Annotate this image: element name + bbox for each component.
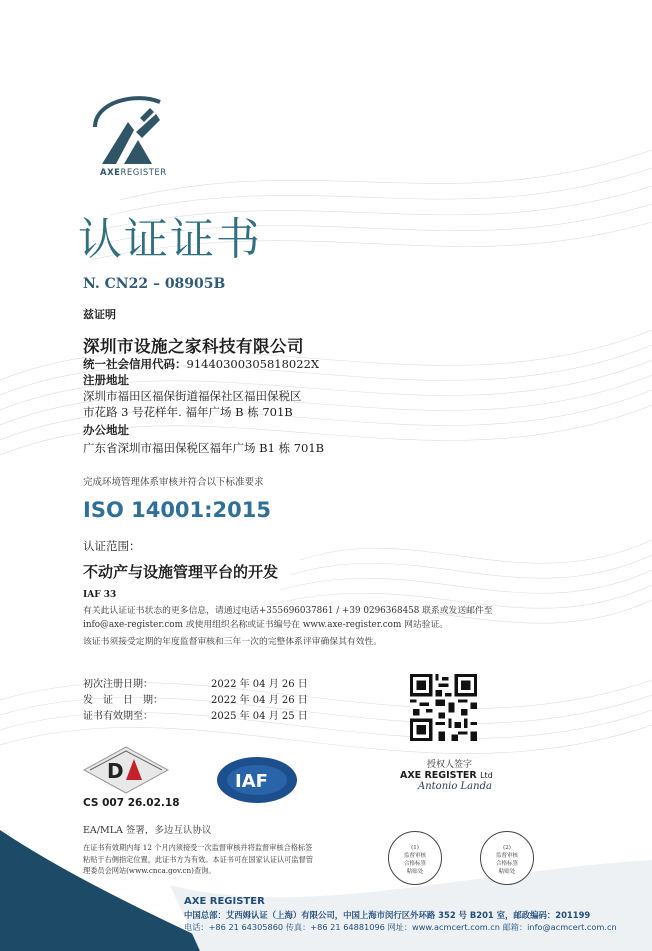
compliance-statement: 完成环境管理体系审核并符合以下标准要求 (83, 477, 264, 488)
certification-scope: 不动产与设施管理平台的开发 (83, 563, 279, 581)
certificate-number: N. CN22 – 08905B (83, 276, 226, 292)
footer-address: 中国总部：艾西姆认证（上海）有限公司，中国上海市闵行区外环路 352 号 B201 室，邮政编码：201199 (184, 910, 591, 920)
surveillance-notice: 在证书有效期内每 12 个月内须接受一次监督审核并将监督审核合格标签粘贴于右侧指定位置，此证书方为有效。本证书可在国家认证认可监督管理委员会网站(www.cnca.gov.cn)查询。 (83, 843, 314, 875)
certificate-title: 认证证书 (78, 214, 262, 265)
registered-address-line1: 深圳市福田区福保街道福保社区福田保税区 (83, 389, 302, 403)
office-address: 广东省深圳市福田保税区福年广场 B1 栋 701B (83, 441, 325, 455)
credit-code-value: 91440300305818022X (186, 357, 320, 371)
ea-mla-text: EA/MLA 签署，多边互认协议 (83, 825, 212, 836)
initial-registration-label: 初次注册日期： (83, 679, 153, 690)
registered-address-line2: 市花路 3 号花样年. 福年广场 B 栋 701B (83, 405, 293, 419)
hereby-certify: 兹证明 (83, 308, 116, 321)
footer-contact: 电话：+86 21 64305860 传真：+86 21 64881096 网址：www.acmcert.com.cn 邮箱：info@acmcert.com.cn (184, 922, 617, 932)
verification-info (83, 604, 523, 632)
svg-text:IAF: IAF (235, 771, 268, 792)
signer-company: AXE REGISTER Ltd (400, 770, 493, 781)
signature: Antonio Landa (418, 781, 492, 792)
company-name: 深圳市设施之家科技有限公司 (83, 337, 304, 356)
accreditation-number: CS 007 26.02.18 (83, 797, 180, 809)
verification-info-line1: 有关此认证证书状态的更多信息，请通过电话+355696037861 / +39 0296368458 联系或发送邮件至 (83, 606, 493, 616)
authorized-signature-label: 授权人签字 (427, 760, 473, 770)
expiry-date: 2025 年 04 月 25 日 (211, 711, 308, 722)
scope-label: 认证范围： (83, 539, 141, 553)
credit-code-label: 统一社会信用代码： (83, 357, 187, 371)
credit-code-line (83, 356, 319, 372)
iaf-code: IAF 33 (83, 590, 117, 600)
standard-name: ISO 14001:2015 (83, 498, 272, 522)
validity-note: 该证书须接受定期的年度监督审核和三年一次的完整体系评审确保其有效性。 (83, 637, 383, 647)
dates-labels (83, 677, 163, 725)
surveillance-stamp-slot-1: (1) 监督审核 合格标签 粘贴处 (388, 831, 442, 885)
issue-date-label: 发 证 日 期： (83, 695, 163, 706)
qr-code[interactable] (410, 674, 477, 741)
dates-values (211, 677, 308, 725)
registered-address-label: 注册地址 (83, 373, 129, 387)
footer-company-name: AXE REGISTER (184, 896, 265, 907)
initial-registration-date: 2022 年 04 月 26 日 (211, 679, 308, 690)
accredia-da-logo (80, 745, 172, 795)
logo-wordmark: AXEREGISTER (100, 168, 167, 178)
verification-info-line2: info@axe-register.com 或使用组织名称或证书编号在 www.axe-register.com 网站验证。 (83, 620, 449, 630)
office-address-label: 办公地址 (83, 423, 129, 437)
iaf-mla-logo (215, 755, 300, 805)
surveillance-stamp-slot-2: (2) 监督审核 合格标签 粘贴处 (480, 831, 534, 885)
svg-text:D: D (107, 759, 124, 783)
issue-date: 2022 年 04 月 26 日 (211, 695, 308, 706)
expiry-date-label: 证书有效期至： (83, 711, 153, 722)
